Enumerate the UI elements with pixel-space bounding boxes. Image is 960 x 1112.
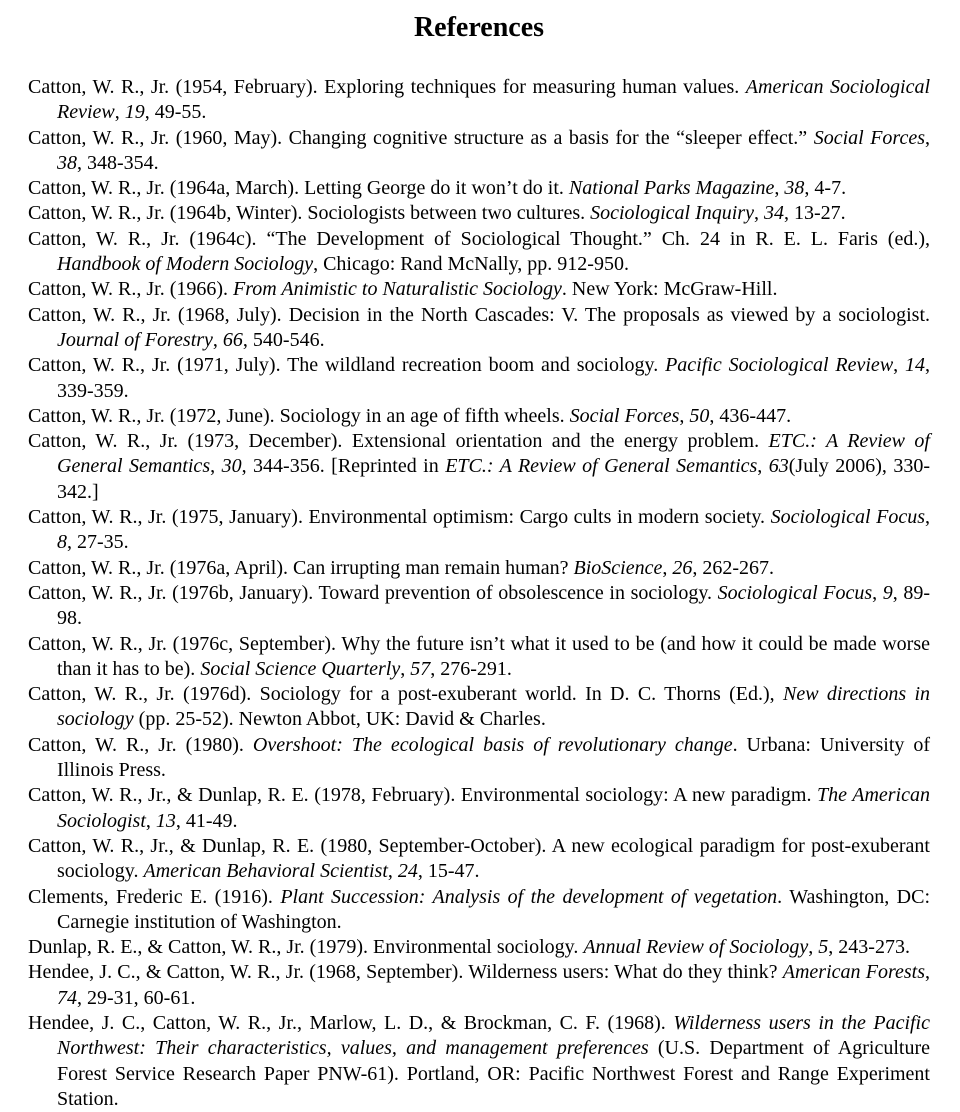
reference-text-segment: Catton, W. R., Jr., & Dunlap, R. E. (1980, September-October). A new ecological paradigm for post-exuberant sociology. xyxy=(28,834,930,883)
reference-text-segment: , 243-273. xyxy=(828,936,910,959)
reference-text-segment: (pp. 25-52). Newton Abbot, UK: David & Charles. xyxy=(133,708,546,731)
reference-italic-segment: 50 xyxy=(689,404,710,427)
reference-italic-segment: American Sociological Review xyxy=(57,76,931,124)
reference-italic-segment: 19 xyxy=(124,101,145,124)
reference-text-segment: , 13-27. xyxy=(783,202,846,225)
reference-italic-segment: Social Science Quarterly xyxy=(200,657,401,680)
reference-entry xyxy=(28,783,930,834)
reference-text-segment: Catton, W. R., Jr. (1975, January). Environmental optimism: Cargo cults in modern society. xyxy=(28,506,771,529)
reference-italic-segment: The American Sociologist xyxy=(57,784,930,832)
reference-text-segment: , 344-356. [Reprinted in xyxy=(241,455,446,478)
reference-text-segment: , xyxy=(925,506,930,529)
reference-entry xyxy=(28,682,930,733)
reference-italic-segment: 24 xyxy=(397,860,418,883)
reference-italic-segment: 38 xyxy=(57,151,77,174)
reference-italic-segment: National Parks Magazine xyxy=(568,177,775,200)
reference-text-segment: , 436-447. xyxy=(709,404,792,427)
reference-entry xyxy=(28,733,930,784)
reference-entry xyxy=(28,505,930,556)
reference-text-segment: Catton, W. R., Jr. (1976d). Sociology for a post-exuberant world. In D. C. Thorns (Ed.), xyxy=(28,683,783,706)
reference-text-segment: Catton, W. R., Jr. (1973, December). Extensional orientation and the energy problem. xyxy=(28,430,769,453)
reference-italic-segment: 13 xyxy=(155,809,176,832)
reference-text-segment: Catton, W. R., Jr. (1964b, Winter). Sociologists between two cultures. xyxy=(28,202,591,225)
reference-entry xyxy=(28,960,930,1011)
reference-italic-segment: 34 xyxy=(763,202,784,225)
reference-entry xyxy=(28,227,930,278)
reference-italic-segment: From Animistic to Naturalistic Sociology xyxy=(233,278,562,301)
reference-entry xyxy=(28,404,930,429)
reference-text-segment: Catton, W. R., Jr. (1968, July). Decision in the North Cascades: V. The proposals as viewed by a sociologist. xyxy=(28,303,930,326)
reference-italic-segment: Journal of Forestry xyxy=(57,328,213,351)
reference-text-segment: , 540-546. xyxy=(242,328,325,351)
reference-text-segment: , xyxy=(893,354,906,377)
reference-text-segment: , 276-291. xyxy=(430,657,512,680)
reference-italic-segment: 14 xyxy=(905,354,926,377)
reference-italic-segment: ETC.: A Review of General Semantics xyxy=(57,430,930,478)
reference-list xyxy=(28,75,930,1112)
reference-text-segment: , Chicago: Rand McNally, pp. 912-950. xyxy=(313,253,629,276)
reference-italic-segment: Annual Review of Sociology xyxy=(583,936,809,959)
reference-text-segment: , 27-35. xyxy=(67,531,129,554)
reference-entry xyxy=(28,581,930,632)
reference-text-segment: , xyxy=(114,101,125,124)
reference-entry xyxy=(28,834,930,885)
reference-text-segment: Catton, W. R., Jr. (1976a, April). Can irrupting man remain human? xyxy=(28,556,574,579)
reference-text-segment: Catton, W. R., Jr. (1971, July). The wildland recreation boom and sociology. xyxy=(28,354,666,377)
reference-text-segment: Catton, W. R., Jr. (1966). xyxy=(28,278,234,301)
reference-text-segment: , xyxy=(210,455,222,478)
reference-italic-segment: American Forests xyxy=(782,961,926,984)
reference-entry xyxy=(28,201,930,226)
reference-italic-segment: Wilderness users in the Pacific Northwest: Their characteristics, values, and management preferences xyxy=(57,1011,930,1060)
reference-text-segment: Hendee, J. C., Catton, W. R., Jr., Marlow, L. D., & Brockman, C. F. (1968). xyxy=(28,1011,674,1034)
reference-text-segment: Catton, W. R., Jr. (1972, June). Sociology in an age of fifth wheels. xyxy=(28,404,570,427)
reference-italic-segment: Sociological Focus xyxy=(770,506,925,529)
reference-entry xyxy=(28,353,930,404)
reference-text-segment: , xyxy=(679,404,690,427)
reference-text-segment: (July 2006), 330-342.] xyxy=(57,455,931,503)
reference-text-segment: , 348-354. xyxy=(77,151,159,174)
reference-entry xyxy=(28,429,930,505)
reference-text-segment: , 89-98. xyxy=(57,581,931,630)
reference-text-segment: , 15-47. xyxy=(417,860,480,883)
reference-text-segment: (U.S. Department of Agriculture Forest Service Research Paper PNW-61). Portland, OR: Pacific Northwest Forest and Range Experiment Station. xyxy=(57,1037,930,1110)
reference-italic-segment: 5 xyxy=(818,936,829,959)
reference-entry xyxy=(28,277,930,302)
reference-italic-segment: Sociological Inquiry xyxy=(590,202,754,225)
reference-entry xyxy=(28,303,930,354)
reference-text-segment: . Washington, DC: Carnegie institution of Washington. xyxy=(57,885,930,933)
reference-entry xyxy=(28,935,930,960)
reference-text-segment: , xyxy=(400,657,411,680)
reference-text-segment: . New York: McGraw-Hill. xyxy=(561,278,778,301)
reference-text-segment: Catton, W. R., Jr. (1954, February). Exploring techniques for measuring human values. xyxy=(28,76,746,98)
reference-entry xyxy=(28,126,930,177)
reference-text-segment: Catton, W. R., Jr. (1980). xyxy=(28,733,253,756)
reference-entry xyxy=(28,556,930,581)
reference-entry xyxy=(28,632,930,683)
page-title: References xyxy=(413,12,545,43)
reference-italic-segment: New directions in sociology xyxy=(57,683,930,731)
reference-text-segment: , xyxy=(808,936,819,959)
reference-italic-segment: ETC.: A Review of General Semantics xyxy=(445,455,758,478)
reference-text-segment: Dunlap, R. E., & Catton, W. R., Jr. (1979). Environmental sociology. xyxy=(28,936,584,959)
reference-text-segment: Clements, Frederic E. (1916). xyxy=(28,885,281,908)
reference-entry xyxy=(28,176,930,201)
reference-text-segment: , 339-359. xyxy=(57,354,931,402)
reference-italic-segment: 8 xyxy=(57,531,67,554)
reference-italic-segment: Handbook of Modern Sociology xyxy=(57,253,314,276)
reference-italic-segment: Social Forces xyxy=(813,126,925,149)
reference-text-segment: , xyxy=(774,177,785,200)
reference-italic-segment: BioScience xyxy=(573,556,663,579)
reference-text-segment: Catton, W. R., Jr. (1964c). “The Development of Sociological Thought.” Ch. 24 in R. E. L. Faris (ed.), xyxy=(28,227,930,250)
reference-text-segment: , 49-55. xyxy=(144,101,207,124)
reference-italic-segment: 74 xyxy=(57,986,77,1009)
reference-text-segment: , 41-49. xyxy=(175,809,238,832)
reference-text-segment: . Urbana: University of Illinois Press. xyxy=(57,733,931,782)
reference-text-segment: , 4-7. xyxy=(804,177,847,200)
reference-entry xyxy=(28,885,930,936)
reference-text-segment: , xyxy=(757,455,769,478)
reference-text-segment: , xyxy=(925,126,930,149)
reference-text-segment: , xyxy=(925,961,931,984)
reference-text-segment: , 29-31, 60-61. xyxy=(77,986,196,1009)
reference-entry xyxy=(28,75,930,126)
reference-italic-segment: 26 xyxy=(672,556,693,579)
reference-text-segment: Catton, W. R., Jr., & Dunlap, R. E. (1978, February). Environmental sociology: A new paradigm. xyxy=(28,784,818,807)
reference-italic-segment: 9 xyxy=(882,581,893,604)
reference-entry xyxy=(28,1011,930,1112)
reference-text-segment: , xyxy=(387,860,398,883)
reference-text-segment: Catton, W. R., Jr. (1976c, September). Why the future isn’t what it used to be (and how it could be made worse than it has to be). xyxy=(28,632,930,680)
reference-text-segment: , xyxy=(662,556,673,579)
reference-text-segment: Catton, W. R., Jr. (1976b, January). Toward prevention of obsolescence in sociology. xyxy=(28,581,718,604)
reference-text-segment: Hendee, J. C., & Catton, W. R., Jr. (1968, September). Wilderness users: What do they think? xyxy=(28,961,783,984)
reference-italic-segment: Overshoot: The ecological basis of revolutionary change xyxy=(252,733,733,756)
reference-italic-segment: Sociological Focus xyxy=(717,581,873,604)
reference-italic-segment: 63 xyxy=(768,455,789,478)
reference-text-segment: , xyxy=(872,581,883,604)
reference-text-segment: , xyxy=(212,328,223,351)
reference-italic-segment: American Behavioral Scientist xyxy=(143,860,388,883)
reference-italic-segment: Social Forces xyxy=(569,404,680,427)
reference-text-segment: Catton, W. R., Jr. (1964a, March). Letting George do it won’t do it. xyxy=(28,177,569,200)
reference-text-segment: , xyxy=(145,809,156,832)
reference-italic-segment: Plant Succession: Analysis of the development of vegetation xyxy=(280,885,778,908)
reference-text-segment: , xyxy=(753,202,764,225)
reference-text-segment: Catton, W. R., Jr. (1960, May). Changing cognitive structure as a basis for the “sleeper effect.” xyxy=(28,126,814,149)
reference-text-segment: , 262-267. xyxy=(692,556,774,579)
reference-italic-segment: 57 xyxy=(410,657,431,680)
reference-italic-segment: 30 xyxy=(221,455,242,478)
reference-italic-segment: 66 xyxy=(222,328,243,351)
reference-italic-segment: 38 xyxy=(784,177,805,200)
reference-italic-segment: Pacific Sociological Review xyxy=(665,354,894,377)
